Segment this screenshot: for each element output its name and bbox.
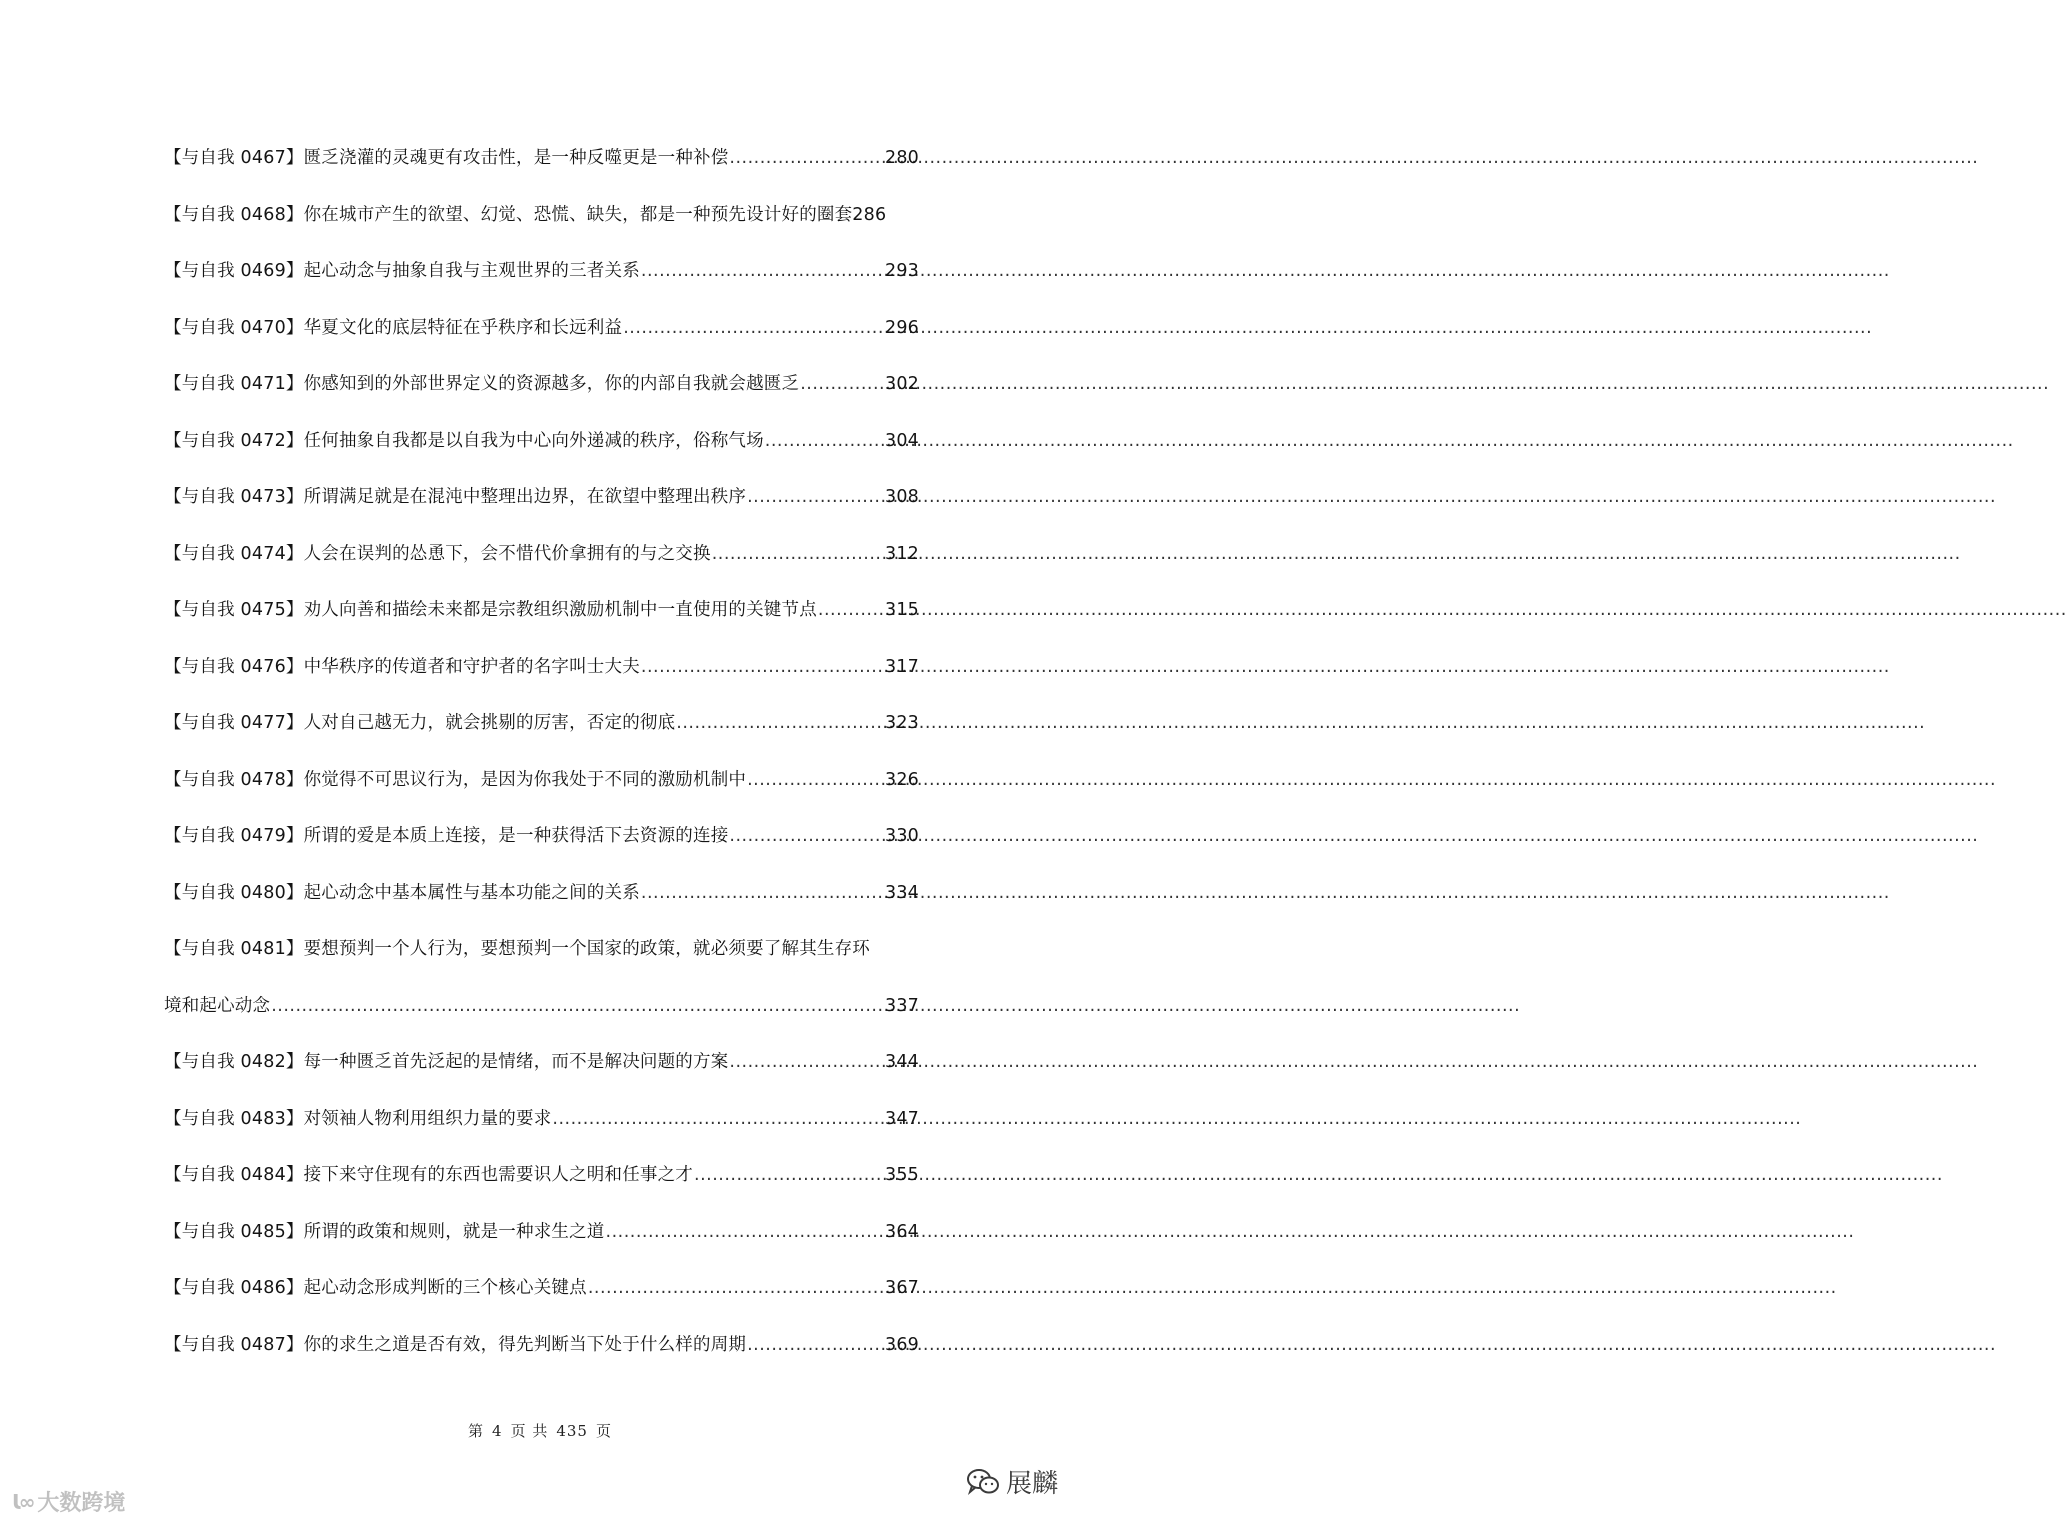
toc-entry-page: 347: [884, 1108, 919, 1129]
toc-entry[interactable]: [164, 532, 919, 589]
watermark-right: [966, 1463, 1058, 1500]
toc-entry-page: 286: [852, 204, 887, 225]
toc-entry-title: 【与自我 0469】起心动念与抽象自我与主观世界的三者关系: [164, 261, 640, 281]
toc-entry-title: 【与自我 0474】人会在误判的怂恿下，会不惜代价拿拥有的与之交换: [164, 543, 711, 564]
toc-entry[interactable]: [164, 306, 919, 363]
toc-entry-title: 【与自我 0472】任何抽象自我都是以自我为中心向外递减的秩序，俗称气场: [164, 430, 764, 451]
toc-entry-page: 367: [884, 1278, 919, 1298]
toc-entry-title: 【与自我 0473】所谓满足就是在混沌中整理出边界，在欲望中整理出秩序: [164, 487, 747, 507]
total-pages-number: 435: [556, 1422, 588, 1440]
toc-entry-title: 【与自我 0486】起心动念形成判断的三个核心关键点: [164, 1278, 587, 1298]
footer-suffix: 页: [595, 1422, 612, 1440]
toc-entry-page: 326: [884, 769, 919, 790]
toc-entry[interactable]: [164, 871, 919, 928]
dot-leader: [800, 362, 884, 406]
dot-leader: [606, 1210, 884, 1254]
toc-entry-page: 364: [884, 1221, 919, 1242]
dot-leader: [818, 588, 884, 632]
toc-entry-page: 308: [884, 487, 919, 507]
toc-entry-title: 【与自我 0470】华夏文化的底层特征在乎秩序和长远利益: [164, 317, 623, 338]
dot-leader: [694, 1153, 884, 1197]
dot-leader: [271, 984, 884, 1028]
toc-entry[interactable]: [164, 814, 919, 871]
toc-entry[interactable]: [164, 475, 919, 532]
toc-entry-page: 312: [884, 543, 919, 564]
toc-entry-page: 280: [884, 148, 919, 168]
toc-entry[interactable]: [164, 1153, 919, 1210]
toc-entry[interactable]: [164, 1210, 919, 1267]
dot-leader: [747, 1323, 884, 1367]
footer-middle: 页 共: [510, 1422, 549, 1440]
toc-entry-title: 【与自我 0487】你的求生之道是否有效，得先判断当下处于什么样的周期: [164, 1334, 747, 1355]
toc-entry-title: 【与自我 0467】匮乏浇灌的灵魂更有攻击性，是一种反噬更是一种补偿: [164, 148, 729, 168]
toc-entry[interactable]: [164, 645, 919, 702]
toc-entry[interactable]: [164, 701, 919, 758]
watermark-left: [12, 1486, 125, 1517]
toc-entry-title: 【与自我 0476】中华秩序的传道者和守护者的名字叫士大夫: [164, 656, 640, 677]
toc-entry[interactable]: [164, 249, 919, 306]
wechat-icon: [966, 1467, 1000, 1497]
dot-leader: [729, 1040, 884, 1084]
toc-entry[interactable]: [164, 1097, 919, 1154]
watermark-left-text: 大数跨境: [37, 1491, 126, 1516]
footer-prefix: 第: [468, 1422, 485, 1440]
toc-entry[interactable]: [164, 193, 919, 250]
toc-entry-title: 【与自我 0468】你在城市产生的欲望、幻觉、恐慌、缺失，都是一种预先设计好的圈套: [164, 204, 853, 225]
toc-entry-continuation[interactable]: [164, 984, 919, 1041]
toc-entry-page: 344: [884, 1052, 919, 1072]
toc-entry[interactable]: [164, 1266, 919, 1323]
toc-entry-page: 330: [884, 826, 919, 846]
dot-leader: [588, 1266, 884, 1310]
watermark-logo: Ɩ∞: [12, 1489, 34, 1514]
dot-leader: [729, 136, 884, 180]
toc-entry-title: 【与自我 0480】起心动念中基本属性与基本功能之间的关系: [164, 882, 640, 903]
dot-leader: [623, 306, 884, 350]
toc-entry-title: 【与自我 0479】所谓的爱是本质上连接，是一种获得活下去资源的连接: [164, 826, 729, 846]
toc-entry-title: 【与自我 0483】对领袖人物利用组织力量的要求: [164, 1108, 552, 1129]
dot-leader: [641, 871, 884, 915]
toc-entry[interactable]: [164, 362, 919, 419]
table-of-contents: [164, 136, 919, 1379]
toc-entry[interactable]: [164, 1040, 919, 1097]
toc-entry-title: 【与自我 0484】接下来守住现有的东西也需要识人之明和任事之才: [164, 1165, 693, 1185]
toc-entry-page: 302: [884, 374, 919, 394]
toc-entry[interactable]: [164, 1323, 919, 1380]
dot-leader: [676, 701, 884, 745]
dot-leader: [729, 814, 884, 858]
toc-entry-page: 304: [884, 430, 919, 451]
toc-entry-title: 【与自我 0485】所谓的政策和规则，就是一种求生之道: [164, 1221, 605, 1242]
toc-entry-page: 337: [884, 995, 919, 1016]
toc-entry-title: 【与自我 0482】每一种匮乏首先泛起的是情绪，而不是解决问题的方案: [164, 1052, 729, 1072]
toc-entry-page: 296: [884, 317, 919, 338]
toc-entry[interactable]: [164, 419, 919, 476]
toc-entry-page: 293: [884, 261, 919, 281]
toc-entry[interactable]: [164, 927, 919, 984]
toc-entry-title: 境和起心动念: [164, 995, 271, 1016]
dot-leader: [641, 645, 884, 689]
page-footer: [0, 1420, 1080, 1441]
toc-entry-title: 【与自我 0477】人对自己越无力，就会挑剔的厉害，否定的彻底: [164, 713, 676, 733]
toc-entry-page: 334: [884, 882, 919, 903]
toc-entry-page: 355: [884, 1165, 919, 1185]
dot-leader: [552, 1097, 884, 1141]
toc-entry-title: 【与自我 0475】劝人向善和描绘未来都是宗教组织激励机制中一直使用的关键节点: [164, 600, 817, 620]
toc-entry-title: 【与自我 0471】你感知到的外部世界定义的资源越多，你的内部自我就会越匮乏: [164, 374, 800, 394]
toc-entry-page: 315: [884, 600, 919, 620]
dot-leader: [641, 249, 884, 293]
toc-entry-title: 【与自我 0478】你觉得不可思议行为，是因为你我处于不同的激励机制中: [164, 769, 747, 790]
toc-entry-page: 369: [884, 1334, 919, 1355]
toc-entry-title: 【与自我 0481】要想预判一个人行为，要想预判一个国家的政策，就必须要了解其生存环: [164, 939, 870, 959]
dot-leader: [712, 532, 884, 576]
dot-leader: [747, 475, 884, 519]
watermark-right-text: 展麟: [1005, 1469, 1058, 1499]
toc-entry-page: 317: [884, 656, 919, 677]
toc-entry[interactable]: [164, 758, 919, 815]
toc-entry[interactable]: [164, 136, 919, 193]
toc-entry-page: 323: [884, 713, 919, 733]
toc-entry[interactable]: [164, 588, 919, 645]
dot-leader: [747, 758, 884, 802]
current-page-number: 4: [492, 1422, 503, 1440]
dot-leader: [765, 419, 884, 463]
